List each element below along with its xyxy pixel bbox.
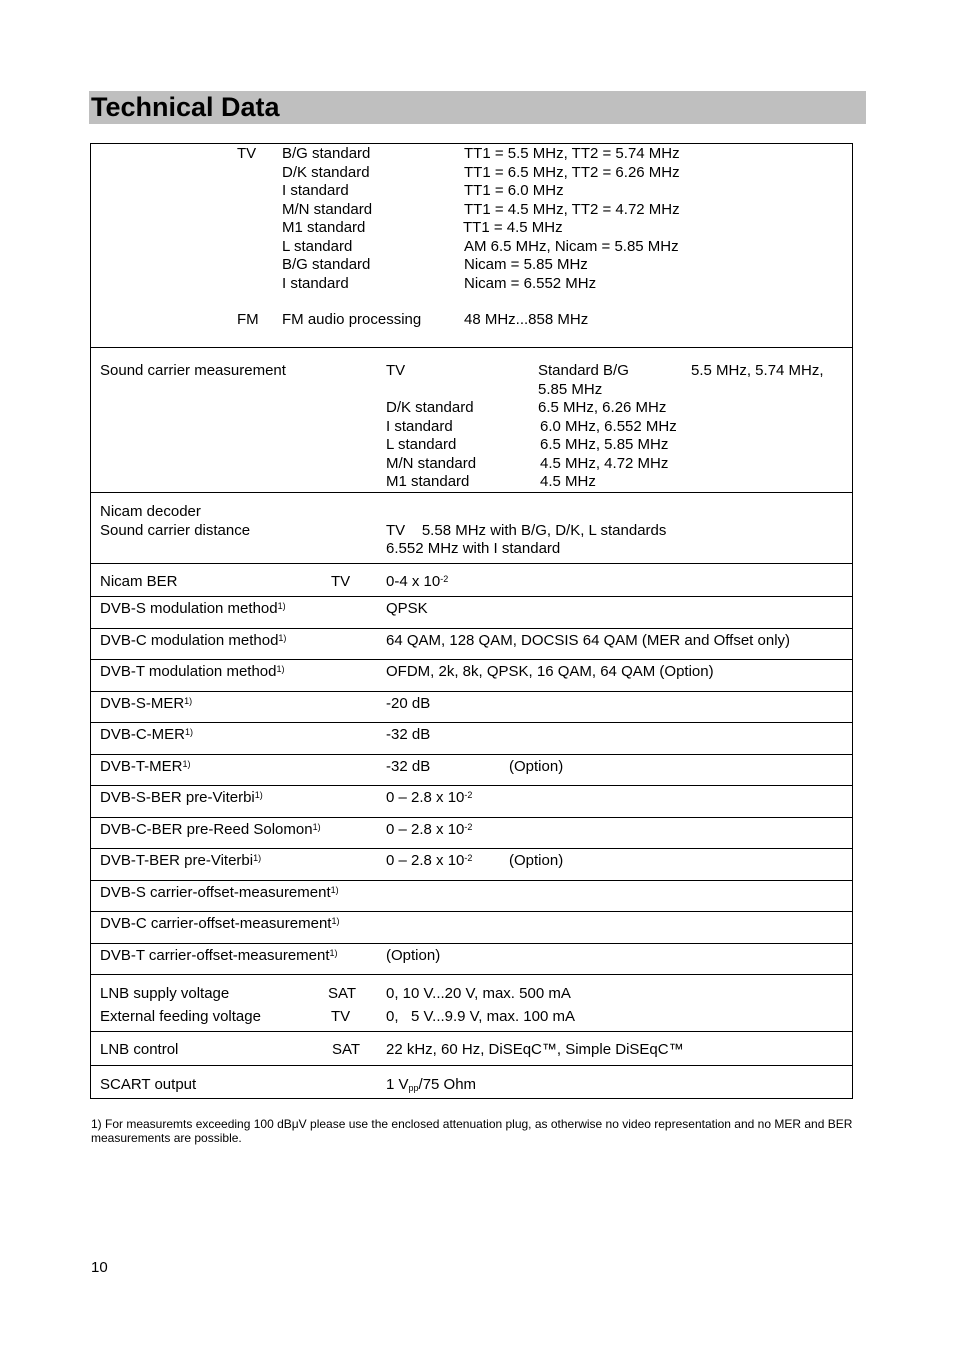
spec-row [91, 912, 852, 944]
tv-standard: M1 standard [282, 219, 366, 236]
sound-carrier-value: 5.85 MHz [538, 380, 603, 398]
row-mode: SAT [332, 1041, 361, 1058]
nicam-label: Nicam decoder [100, 503, 201, 520]
row-value: -32 dB [386, 757, 431, 775]
row-value: 0-4 x $10^{-2}$ [386, 573, 449, 590]
sound-carrier-tv: TV [386, 362, 406, 379]
sound-carrier-label: Sound carrier measurement [100, 362, 286, 379]
sound-carrier-standard: I standard [386, 417, 453, 435]
spec-row [91, 818, 852, 850]
tv-value: Nicam = 5.85 MHz [464, 256, 588, 273]
tv-label: TV [237, 145, 257, 162]
tv-standard: B/G standard [282, 256, 371, 273]
tv-value: TT1 = 4.5 MHz [463, 219, 563, 236]
fm-name: FM audio processing [282, 311, 422, 328]
row-label: DVB-S-MER$^{1)}$ [100, 694, 193, 712]
spec-row [91, 944, 852, 976]
row-label: DVB-C modulation method$^{1)}$ [100, 631, 287, 649]
tv-value: TT1 = 6.5 MHz, TT2 = 6.26 MHz [464, 163, 680, 181]
fm-label: FM [237, 311, 259, 328]
spec-row [91, 849, 852, 881]
lnb-value: 0, 5 V...9.9 V, max. 100 mA [386, 1008, 576, 1025]
sound-carrier-standard: L standard [386, 436, 457, 453]
sound-carrier-standard: D/K standard [386, 399, 474, 416]
nicam-section [91, 493, 852, 564]
row-value: 0 – 2.8 x $10^{-2}$ [386, 852, 473, 869]
row-label: DVB-S modulation method$^{1)}$ [100, 600, 286, 617]
row-value: -20 dB [386, 694, 431, 712]
row-label: LNB control [100, 1041, 179, 1058]
sound-carrier-section [91, 348, 852, 493]
lnb-label: LNB supply voltage [100, 985, 230, 1002]
sound-carrier-value: 6.5 MHz, 5.85 MHz [540, 436, 669, 453]
tv-value: AM 6.5 MHz, Nicam = 5.85 MHz [464, 237, 679, 255]
page-title: Technical Data [91, 92, 280, 122]
row-label: DVB-C carrier-offset-measurement$^{1)}$ [100, 915, 340, 932]
tv-value: TT1 = 5.5 MHz, TT2 = 5.74 MHz [464, 145, 680, 162]
row-value: (Option) [386, 946, 441, 964]
lnb-value: 0, 10 V...20 V, max. 500 mA [386, 985, 571, 1002]
tv-value: TT1 = 6.0 MHz [464, 182, 564, 199]
sound-carrier-standard: M1 standard [386, 473, 470, 490]
row-value: 1 $V_{pp}/75$ Ohm [386, 1076, 477, 1093]
tv-value: Nicam = 6.552 MHz [464, 274, 597, 292]
row-value: -32 dB [386, 726, 431, 743]
scart-row [91, 1066, 852, 1098]
row-value: 0 – 2.8 x $10^{-2}$ [386, 820, 473, 838]
tv-standard: B/G standard [282, 145, 371, 162]
spec-row [91, 723, 852, 755]
row-value: OFDM, 2k, 8k, QPSK, 16 QAM, 64 QAM (Option) [386, 663, 714, 680]
spec-row [91, 755, 852, 787]
sound-carrier-value: 6.0 MHz, 6.552 MHz [540, 417, 677, 435]
spec-row [91, 597, 852, 629]
row-mode: TV [331, 573, 351, 590]
row-label: Nicam BER [100, 573, 178, 590]
tv-standard: I standard [282, 182, 349, 199]
row-value: QPSK [386, 600, 428, 617]
spec-table [90, 143, 853, 1099]
row-value: 64 QAM, 128 QAM, DOCSIS 64 QAM (MER and Offset only) [386, 631, 791, 649]
tv-standard: L standard [282, 237, 353, 255]
tv-standard: D/K standard [282, 163, 370, 181]
lnb-mode: TV [331, 1008, 351, 1025]
row-extra: (Option) [509, 852, 564, 869]
row-label: SCART output [100, 1076, 197, 1093]
nicam-label: Sound carrier distance [100, 521, 251, 539]
title-bar [89, 91, 866, 124]
sound-carrier-value: 4.5 MHz, 4.72 MHz [540, 454, 669, 472]
row-label: DVB-C-MER$^{1)}$ [100, 726, 194, 743]
spec-row [91, 692, 852, 724]
row-extra: (Option) [509, 757, 564, 775]
lnb-mode: SAT [328, 985, 357, 1002]
nicam-value: TV 5.58 MHz with B/G, D/K, L standards [386, 521, 667, 539]
spec-row [91, 881, 852, 913]
page-number: 10 [91, 1259, 108, 1276]
tv-standard: I standard [282, 274, 349, 292]
row-label: DVB-T modulation method$^{1)}$ [100, 663, 285, 680]
row-label: DVB-T carrier-offset-measurement$^{1)}$ [100, 946, 338, 964]
row-label: DVB-T-BER pre-Viterbi$^{1)}$ [100, 852, 262, 869]
lnb-section [91, 975, 852, 1032]
lnb-label: External feeding voltage [100, 1008, 261, 1025]
sound-carrier-standard: Standard B/G [538, 362, 629, 379]
row-value: 22 kHz, 60 Hz, DiSEqC™, Simple DiSEqC™ [386, 1041, 684, 1058]
tv-value: TT1 = 4.5 MHz, TT2 = 4.72 MHz [464, 200, 680, 218]
footnote: 1) For measuremts exceeding 100 dBμV please use the enclosed attenuation plug, as otherwise no video representation and no MER and BER measurements are possible. [91, 1117, 853, 1145]
row-label: DVB-S carrier-offset-measurement$^{1)}$ [100, 883, 339, 901]
lnb-control-row [91, 1032, 852, 1066]
tv-standard: M/N standard [282, 200, 373, 218]
nicam-ber-row [91, 564, 852, 597]
tv-section [91, 144, 852, 348]
sound-carrier-standard: M/N standard [386, 454, 477, 472]
fm-value: 48 MHz...858 MHz [464, 311, 589, 328]
row-label: DVB-S-BER pre-Viterbi$^{1)}$ [100, 789, 263, 806]
nicam-value: 6.552 MHz with I standard [386, 540, 561, 557]
spec-row [91, 786, 852, 818]
sound-carrier-value: 4.5 MHz [540, 473, 596, 490]
row-label: DVB-T-MER$^{1)}$ [100, 757, 191, 775]
sound-carrier-value: 5.5 MHz, 5.74 MHz, [691, 362, 824, 379]
spec-row [91, 660, 852, 692]
row-value: 0 – 2.8 x $10^{-2}$ [386, 789, 473, 806]
row-label: DVB-C-BER pre-Reed Solomon$^{1)}$ [100, 820, 321, 838]
spec-row [91, 629, 852, 661]
sound-carrier-value: 6.5 MHz, 6.26 MHz [538, 399, 667, 416]
